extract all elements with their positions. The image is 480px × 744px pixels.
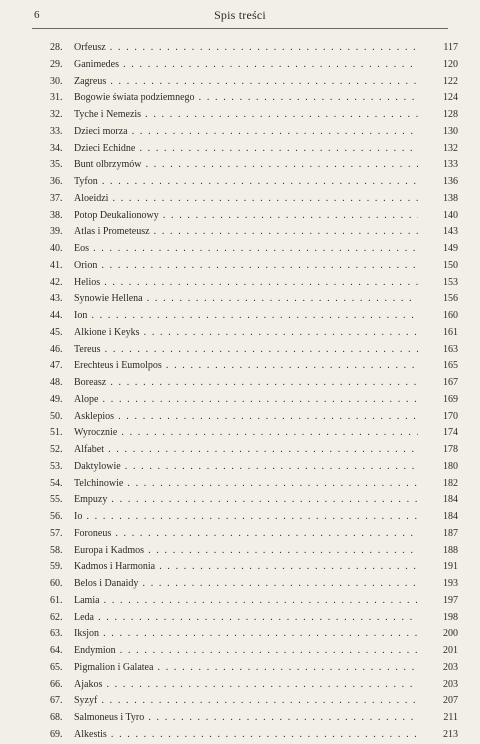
toc-entry-page: 128 — [443, 109, 458, 120]
toc-entry-title: Atlas i Prometeusz . . — [74, 224, 418, 241]
toc-entry — [50, 559, 458, 576]
toc-entry-number: 41. — [50, 259, 63, 271]
toc-entry-title: Dzieci morza . . — [74, 124, 418, 141]
toc-entry — [50, 677, 458, 694]
toc-entry-number: 32. — [50, 109, 63, 120]
toc-entry-title: Endymion . . — [74, 643, 418, 660]
toc-entry — [50, 442, 458, 459]
toc-entry-number: 50. — [50, 410, 63, 422]
toc-entry-page: 140 — [443, 209, 458, 221]
toc-entry-page: 188 — [443, 544, 458, 556]
toc-entry-page: 187 — [443, 527, 458, 539]
toc-entry — [50, 425, 458, 442]
toc-entry — [50, 509, 458, 526]
toc-entry-number: 62. — [50, 611, 63, 623]
table-of-contents — [50, 40, 458, 744]
toc-entry — [50, 476, 458, 493]
toc-entry-number: 68. — [50, 712, 63, 723]
toc-entry-title: Ion . . — [74, 308, 418, 325]
toc-entry-page: 130 — [443, 125, 458, 137]
toc-entry-page: 136 — [443, 176, 458, 187]
toc-entry-page: 163 — [443, 343, 458, 355]
toc-entry-title: Io . . — [74, 509, 418, 526]
toc-entry-page: 170 — [443, 410, 458, 422]
toc-entry — [50, 174, 458, 191]
toc-entry-title: Alkione i Keyks . . — [74, 325, 418, 342]
toc-entry-title: Leda . . — [74, 610, 418, 627]
toc-entry-page: 213 — [443, 728, 458, 740]
toc-entry-number: 29. — [50, 58, 63, 70]
toc-entry — [50, 626, 458, 643]
toc-entry-number: 38. — [50, 209, 63, 221]
toc-entry — [50, 593, 458, 610]
toc-entry-page: 143 — [443, 226, 458, 238]
toc-entry-page: 122 — [443, 75, 458, 87]
toc-entry — [50, 576, 458, 593]
toc-entry-number: 43. — [50, 293, 63, 305]
toc-entry-title: Aloeidzi . . — [74, 191, 418, 208]
toc-entry-number: 53. — [50, 460, 63, 472]
toc-entry-number: 59. — [50, 561, 63, 573]
toc-entry — [50, 308, 458, 325]
toc-entry-number: 55. — [50, 494, 63, 506]
toc-entry-number: 67. — [50, 695, 63, 707]
toc-entry-page: 180 — [443, 460, 458, 472]
toc-entry-title: Alfabet . . — [74, 442, 418, 459]
toc-entry — [50, 660, 458, 677]
toc-entry-page: 117 — [443, 42, 458, 53]
toc-entry-title: Telchinowie . . — [74, 476, 418, 493]
toc-entry — [50, 157, 458, 174]
toc-entry-page: 178 — [443, 444, 458, 455]
toc-entry-number: 28. — [50, 42, 63, 53]
toc-entry — [50, 74, 458, 91]
toc-entry-number: 40. — [50, 243, 63, 254]
toc-entry — [50, 208, 458, 225]
toc-entry — [50, 342, 458, 359]
toc-entry — [50, 325, 458, 342]
toc-entry-page: 149 — [443, 243, 458, 254]
toc-entry-title: Foroneus . . — [74, 526, 418, 543]
toc-entry-page: 182 — [443, 477, 458, 489]
toc-entry-number: 57. — [50, 527, 63, 539]
toc-entry-title: Dzieci Echidne . . — [74, 141, 418, 158]
toc-entry-page: 197 — [443, 594, 458, 606]
toc-entry — [50, 492, 458, 509]
toc-entry-title: Helios . . — [74, 275, 418, 292]
toc-entry-page: 120 — [443, 58, 458, 70]
toc-entry-page: 174 — [443, 427, 458, 439]
toc-entry-title: Potop Deukalionowy . . — [74, 208, 418, 225]
toc-entry-title: Asklepios . . — [74, 409, 418, 426]
toc-entry-title: Orion . . — [74, 258, 418, 275]
toc-entry-title: Erechteus i Eumolpos . . — [74, 358, 418, 375]
toc-entry — [50, 224, 458, 241]
toc-entry-title: Bogowie świata podziemnego . . — [74, 90, 418, 107]
toc-entry-page: 184 — [443, 511, 458, 522]
toc-entry-number: 64. — [50, 645, 63, 656]
page-number: 6 — [34, 9, 40, 21]
toc-entry-number: 30. — [50, 75, 63, 87]
toc-entry-page: 167 — [443, 377, 458, 388]
toc-entry-page: 211 — [443, 712, 458, 723]
toc-entry — [50, 526, 458, 543]
toc-entry — [50, 375, 458, 392]
toc-entry-number: 39. — [50, 226, 63, 238]
toc-entry-title: Lamia . . — [74, 593, 418, 610]
toc-entry-number: 63. — [50, 628, 63, 640]
toc-entry-number: 33. — [50, 125, 63, 137]
toc-entry — [50, 124, 458, 141]
toc-entry-title: Syzyf . . — [74, 693, 418, 710]
toc-entry-number: 69. — [50, 728, 63, 740]
toc-entry-page: 203 — [443, 678, 458, 690]
toc-entry-number: 45. — [50, 326, 63, 338]
toc-entry-title: Wyrocznie . . — [74, 425, 418, 442]
toc-entry-title: Kadmos i Harmonia . . — [74, 559, 418, 576]
toc-entry — [50, 358, 458, 375]
toc-entry — [50, 57, 458, 74]
toc-entry-page: 133 — [443, 159, 458, 171]
toc-entry-page: 165 — [443, 360, 458, 372]
toc-entry-page: 160 — [443, 310, 458, 321]
toc-entry-title: Alkestis . . — [74, 727, 418, 744]
toc-entry-title: Empuzy . . — [74, 492, 418, 509]
toc-entry-page: 124 — [443, 92, 458, 104]
toc-entry-title: Daktylowie . . — [74, 459, 418, 476]
toc-entry-number: 37. — [50, 192, 63, 204]
running-title: Spis treści — [214, 8, 266, 22]
toc-entry-title: Ganimedes . . — [74, 57, 418, 74]
toc-entry — [50, 543, 458, 560]
toc-entry-page: 169 — [443, 393, 458, 405]
page-header — [32, 6, 448, 29]
toc-entry — [50, 710, 458, 727]
toc-entry-title: Eos . . — [74, 241, 418, 258]
toc-entry-number: 42. — [50, 276, 63, 288]
toc-entry — [50, 90, 458, 107]
toc-entry-title: Orfeusz . . — [74, 40, 418, 57]
toc-entry — [50, 392, 458, 409]
toc-entry-title: Bunt olbrzymów . . — [74, 157, 418, 174]
toc-entry-title: Tyfon . . — [74, 174, 418, 191]
toc-entry-title: Tereus . . — [74, 342, 418, 359]
toc-entry-title: Salmoneus i Tyro . . — [74, 710, 418, 727]
toc-entry-number: 34. — [50, 142, 63, 154]
toc-entry-title: Synowie Hellena . . — [74, 291, 418, 308]
toc-entry-number: 48. — [50, 377, 63, 388]
toc-entry-number: 54. — [50, 477, 63, 489]
toc-entry-page: 207 — [443, 695, 458, 707]
toc-entry — [50, 275, 458, 292]
toc-entry-page: 132 — [443, 142, 458, 154]
toc-entry-title: Pigmalion i Galatea . . — [74, 660, 418, 677]
toc-entry — [50, 291, 458, 308]
toc-entry-number: 49. — [50, 393, 63, 405]
toc-entry-page: 150 — [443, 259, 458, 271]
toc-entry-title: Europa i Kadmos . . — [74, 543, 418, 560]
toc-entry-number: 58. — [50, 544, 63, 556]
toc-entry-page: 156 — [443, 293, 458, 305]
toc-entry-page: 153 — [443, 276, 458, 288]
toc-entry — [50, 241, 458, 258]
toc-entry-page: 138 — [443, 192, 458, 204]
toc-entry-number: 61. — [50, 594, 63, 606]
toc-entry — [50, 191, 458, 208]
toc-entry-title: Boreasz . . — [74, 375, 418, 392]
toc-entry — [50, 40, 458, 57]
toc-entry-number: 36. — [50, 176, 63, 187]
toc-entry-page: 193 — [443, 578, 458, 589]
toc-entry-number: 66. — [50, 678, 63, 690]
toc-entry — [50, 459, 458, 476]
toc-entry — [50, 141, 458, 158]
toc-entry-number: 60. — [50, 578, 63, 589]
toc-entry-page: 200 — [443, 628, 458, 640]
toc-entry-page: 201 — [443, 645, 458, 656]
toc-entry-title: Iksjon . . — [74, 626, 418, 643]
toc-entry-title: Belos i Danaidy . . — [74, 576, 418, 593]
toc-entry-number: 56. — [50, 511, 63, 522]
toc-entry-page: 191 — [443, 561, 458, 573]
toc-entry — [50, 643, 458, 660]
toc-entry — [50, 693, 458, 710]
toc-entry-number: 35. — [50, 159, 63, 171]
toc-entry-number: 47. — [50, 360, 63, 372]
toc-entry — [50, 107, 458, 124]
toc-entry — [50, 610, 458, 627]
toc-entry-title: Zagreus . . — [74, 74, 418, 91]
toc-entry-page: 203 — [443, 661, 458, 673]
toc-entry-page: 198 — [443, 611, 458, 623]
toc-entry — [50, 258, 458, 275]
toc-entry-title: Alope . . — [74, 392, 418, 409]
toc-entry — [50, 409, 458, 426]
toc-entry-page: 161 — [443, 326, 458, 338]
toc-entry-title: Tyche i Nemezis . . — [74, 107, 418, 124]
toc-entry-number: 52. — [50, 444, 63, 455]
toc-entry-page: 184 — [443, 494, 458, 506]
toc-entry-title: Ajakos . . — [74, 677, 418, 694]
toc-entry — [50, 727, 458, 744]
toc-entry-number: 46. — [50, 343, 63, 355]
toc-entry-number: 44. — [50, 310, 63, 321]
toc-entry-number: 31. — [50, 92, 63, 104]
toc-entry-number: 65. — [50, 661, 63, 673]
toc-entry-number: 51. — [50, 427, 63, 439]
